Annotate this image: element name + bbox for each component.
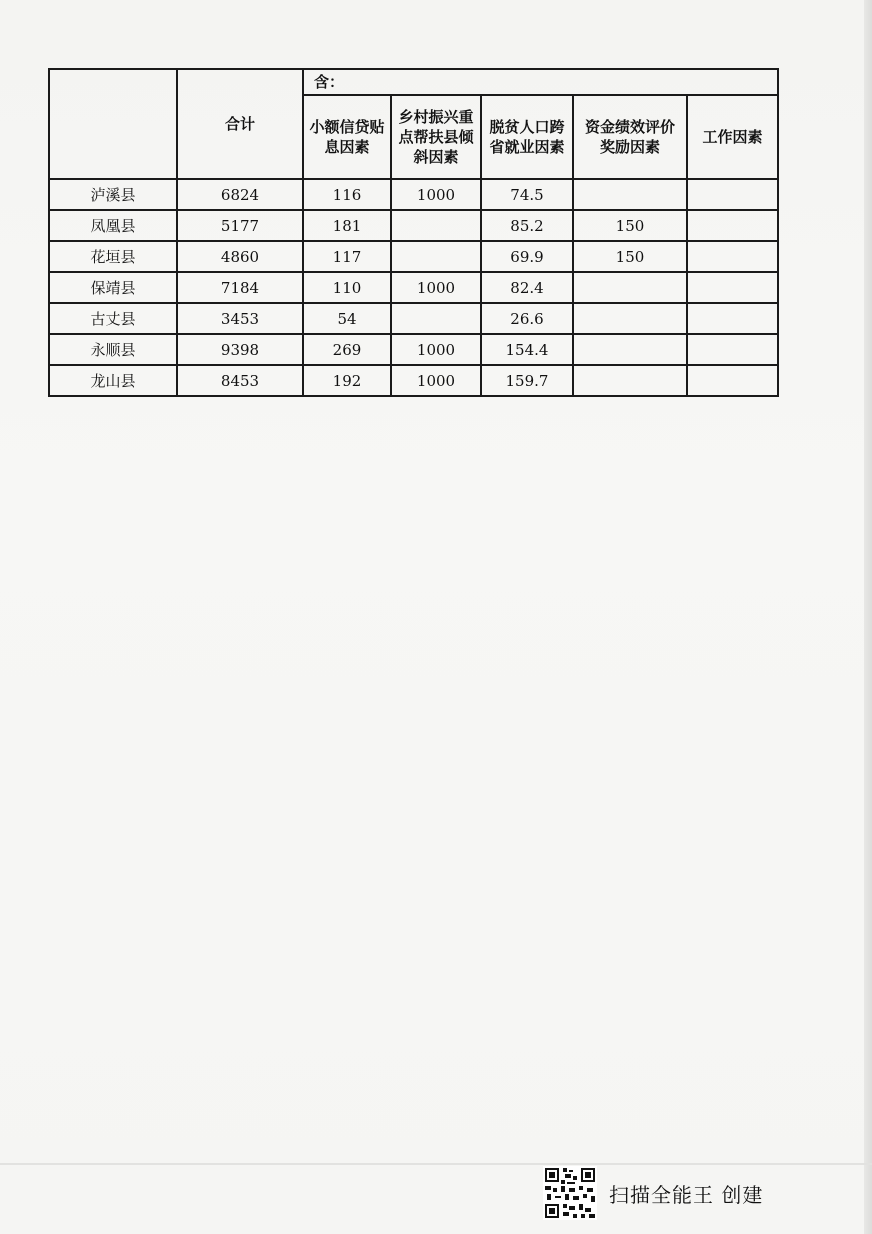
- header-total: 合计: [177, 69, 303, 179]
- total-cell: 8453: [177, 365, 303, 396]
- employment-cell: 69.9: [481, 241, 573, 272]
- county-cell: 保靖县: [49, 272, 177, 303]
- total-cell: 7184: [177, 272, 303, 303]
- header-row-top: [49, 69, 778, 95]
- allocation-table: [48, 68, 779, 397]
- performance-award-cell: 150: [573, 210, 687, 241]
- table-row: [49, 303, 778, 334]
- camscanner-footer: [543, 1166, 763, 1220]
- header-col-3: 脱贫人口跨省就业因素: [481, 95, 573, 179]
- work-factor-cell: [687, 334, 778, 365]
- table-row: [49, 365, 778, 396]
- revitalization-cell: [391, 241, 481, 272]
- micro-credit-cell: 192: [303, 365, 391, 396]
- work-factor-cell: [687, 241, 778, 272]
- performance-award-cell: [573, 365, 687, 396]
- employment-cell: 85.2: [481, 210, 573, 241]
- employment-cell: 82.4: [481, 272, 573, 303]
- performance-award-cell: 150: [573, 241, 687, 272]
- micro-credit-cell: 54: [303, 303, 391, 334]
- performance-award-cell: [573, 334, 687, 365]
- work-factor-cell: [687, 303, 778, 334]
- total-cell: 6824: [177, 179, 303, 210]
- performance-award-cell: [573, 272, 687, 303]
- employment-cell: 159.7: [481, 365, 573, 396]
- total-cell: 9398: [177, 334, 303, 365]
- header-includes: 含：: [303, 69, 778, 95]
- performance-award-cell: [573, 179, 687, 210]
- county-cell: 泸溪县: [49, 179, 177, 210]
- county-cell: 凤凰县: [49, 210, 177, 241]
- county-cell: 花垣县: [49, 241, 177, 272]
- table-row: [49, 241, 778, 272]
- revitalization-cell: 1000: [391, 365, 481, 396]
- micro-credit-cell: 110: [303, 272, 391, 303]
- header-col-2: 乡村振兴重点帮扶县倾斜因素: [391, 95, 481, 179]
- scan-artifact-line: [0, 1163, 872, 1165]
- employment-cell: 74.5: [481, 179, 573, 210]
- micro-credit-cell: 269: [303, 334, 391, 365]
- camscanner-brand-text: 扫描全能王 创建: [609, 1182, 764, 1207]
- micro-credit-cell: 117: [303, 241, 391, 272]
- work-factor-cell: [687, 210, 778, 241]
- header-col-1: 小额信贷贴息因素: [303, 95, 391, 179]
- micro-credit-cell: 181: [303, 210, 391, 241]
- county-cell: 龙山县: [49, 365, 177, 396]
- revitalization-cell: 1000: [391, 334, 481, 365]
- employment-cell: 26.6: [481, 303, 573, 334]
- total-cell: 3453: [177, 303, 303, 334]
- total-cell: 5177: [177, 210, 303, 241]
- header-col-4: 资金绩效评价奖励因素: [573, 95, 687, 179]
- table-row: [49, 210, 778, 241]
- table-row: [49, 272, 778, 303]
- revitalization-cell: [391, 303, 481, 334]
- work-factor-cell: [687, 272, 778, 303]
- county-cell: 永顺县: [49, 334, 177, 365]
- table-row: [49, 179, 778, 210]
- header-col-5: 工作因素: [687, 95, 778, 179]
- header-county-cell: [49, 69, 177, 179]
- performance-award-cell: [573, 303, 687, 334]
- micro-credit-cell: 116: [303, 179, 391, 210]
- revitalization-cell: 1000: [391, 272, 481, 303]
- revitalization-cell: [391, 210, 481, 241]
- work-factor-cell: [687, 179, 778, 210]
- work-factor-cell: [687, 365, 778, 396]
- employment-cell: 154.4: [481, 334, 573, 365]
- county-cell: 古丈县: [49, 303, 177, 334]
- table-row: [49, 334, 778, 365]
- total-cell: 4860: [177, 241, 303, 272]
- qr-code-icon: [543, 1166, 597, 1220]
- revitalization-cell: 1000: [391, 179, 481, 210]
- scan-edge-shadow: [864, 0, 872, 1234]
